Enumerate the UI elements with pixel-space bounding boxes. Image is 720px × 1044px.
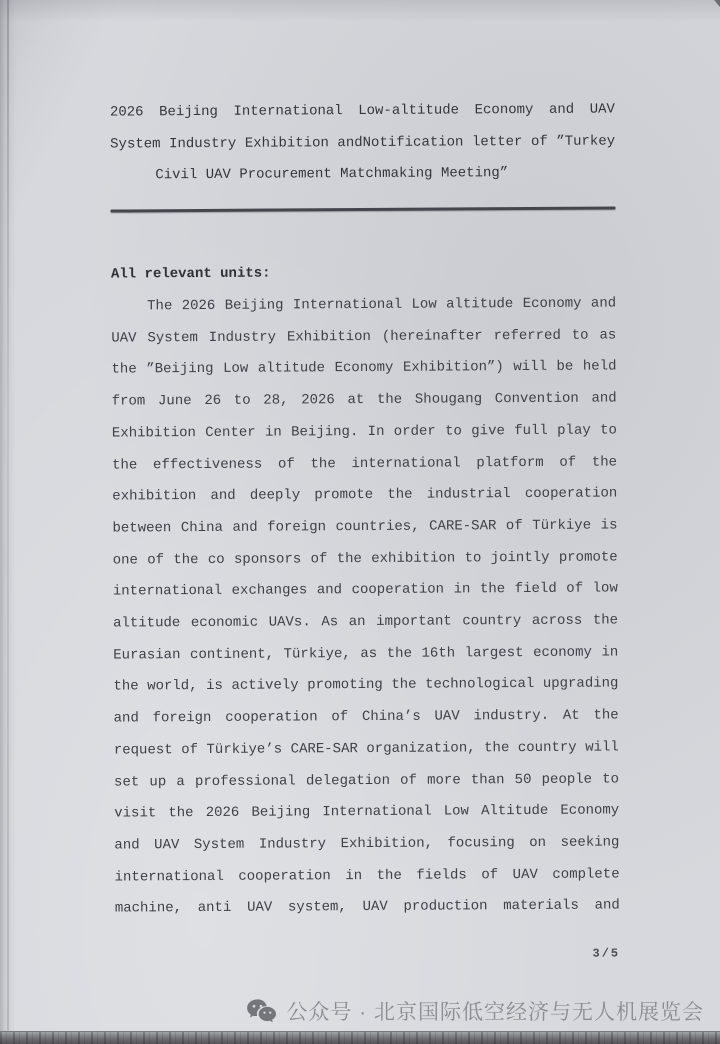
salutation: All relevant units: [110, 265, 271, 283]
watermark-text: 公众号 · 北京国际低空经济与无人机展览会 [286, 1001, 704, 1024]
body-line: request of Türkiye’s CARE-SAR organization, the country will [113, 739, 619, 759]
paper-sheet [109, 0, 620, 1002]
body-line: visit the 2026 Beijing International Low Altitude Economy [114, 802, 620, 822]
body-line: from June 26 to 28, 2026 at the Shougang Convention and [111, 390, 617, 410]
body-line: between China and foreign countries, CARE-SAR of Türkiye is [112, 517, 618, 537]
table-edge [0, 1031, 720, 1044]
page-number: 3/5 [592, 946, 621, 961]
body-line: UAV System Industry Exhibition (hereinafter referred to as [111, 327, 617, 347]
body-line: Exhibition Center in Beijing. In order to give full play to [111, 422, 617, 442]
title-line: Civil UAV Procurement Matchmaking Meeting” [155, 165, 509, 184]
body-line: the effectiveness of the international platform of the [112, 453, 618, 474]
body-line: and foreign cooperation of China’s UAV industry. At the [113, 707, 619, 727]
body-line: The 2026 Beijing International Low altitude Economy and [147, 295, 617, 315]
body-line: Eurasian continent, Türkiye, as the 16th largest economy in [113, 644, 619, 664]
body-line: exhibition and deeply promote the industrial cooperation [112, 485, 618, 505]
body-line: set up a professional delegation of more than 50 people to [113, 770, 620, 791]
body-line: international exchanges and cooperation in the field of low [112, 580, 618, 600]
body-line: and UAV System Industry Exhibition, focusing on seeking [114, 834, 620, 854]
title-line: System Industry Exhibition andNotification letter of ”Turkey [110, 133, 616, 153]
corner-speck [711, 0, 720, 7]
body-line: machine, anti UAV system, UAV production materials and [114, 897, 620, 917]
body-line: one of the co sponsors of the exhibition to jointly promote [112, 549, 618, 569]
wechat-icon [246, 998, 277, 1025]
body-line: the ”Beijing Low altitude Economy Exhibition”) will be held [111, 358, 617, 378]
paper-left-crease [7, 0, 9, 1032]
document-body [111, 288, 620, 925]
title-divider-rule [111, 206, 616, 212]
title-line: 2026 Beijing International Low-altitude Economy and UAV [109, 101, 615, 121]
body-line: altitude economic UAVs. As an important country across the [113, 612, 619, 632]
document-title [110, 94, 616, 192]
footer-watermark [246, 994, 704, 1028]
body-line: the world, is actively promoting the technological upgrading [113, 675, 619, 695]
body-line: international cooperation in the fields of UAV complete [114, 866, 620, 886]
